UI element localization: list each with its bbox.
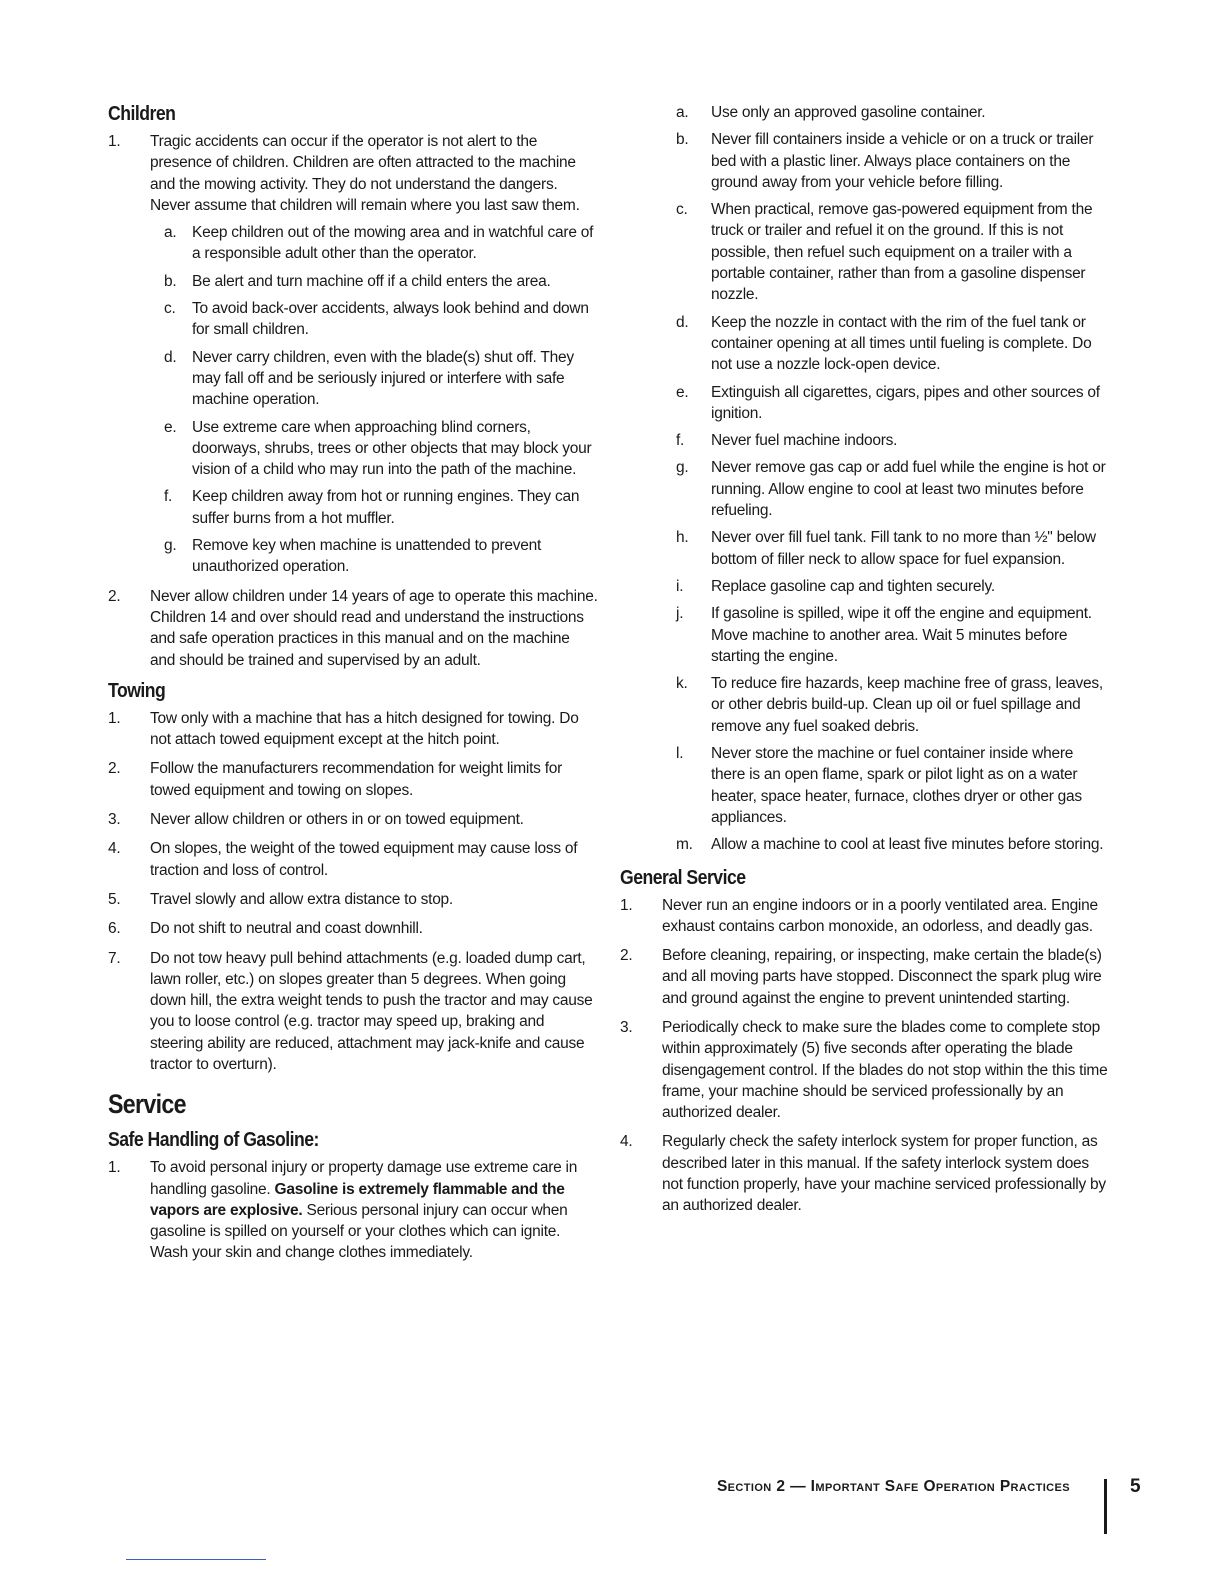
sub-item-letter: b. [164,272,177,290]
item-text: Travel slowly and allow extra distance to stop. [150,890,453,908]
sub-item-text: Never fuel machine indoors. [711,432,898,450]
sub-item-text: Never carry children, even with the blade(s) shut off. They may fall off and be seriously injured or interfere with safe machine operation. [192,348,574,409]
list-item [108,758,598,801]
sub-item-text: Be alert and turn machine off if a child enters the area. [192,272,551,290]
warning-text-bold: Gasoline is extremely flammable and the vapors are explosive. [150,1180,565,1219]
children-sub-list [150,222,598,577]
list-item [620,1131,1110,1216]
sub-list-item [640,743,1110,828]
list-item [108,708,598,751]
item-number: 3. [620,1018,633,1036]
sub-list-item [640,457,1110,521]
gasoline-list [108,1157,598,1263]
sub-item-letter: b. [676,131,689,149]
sub-item-letter: i. [676,577,684,595]
item-text: Tow only with a machine that has a hitch designed for towing. Do not attach towed equipment except at the hitch point. [150,709,579,749]
page-footer [0,1478,1224,1518]
list-item [108,918,598,939]
sub-item-letter: k. [676,675,688,693]
towing-heading: Towing [108,678,166,702]
item-number: 4. [108,840,121,858]
sub-item-letter: h. [676,529,689,547]
sub-item-letter: d. [676,313,689,331]
section-label: Section 2 — Important Safe Operation Practices [716,1478,1070,1495]
item-text: Never allow children or others in or on towed equipment. [150,811,524,829]
item-text: On slopes, the weight of the towed equipment may cause loss of traction and loss of control. [150,840,578,879]
item-text: Do not shift to neutral and coast downhill. [150,920,423,938]
children-list [108,131,598,671]
sub-item-letter: l. [676,745,684,763]
left-column [108,102,598,1272]
sub-item-text: Remove key when machine is unattended to prevent unauthorized operation. [192,537,542,576]
item-text: Periodically check to make sure the blades come to complete stop within approximately (5) five seconds after operating the blade disengagement control. If the blades do not stop within the this time frame, your machine should be serviced professionally by an authorized dealer. [662,1018,1108,1122]
sub-item-letter: a. [164,224,177,242]
item-number: 1. [620,896,633,914]
sub-item-letter: c. [164,300,176,318]
sub-item-text: Extinguish all cigarettes, cigars, pipes and other sources of ignition. [711,383,1100,422]
list-item [108,809,598,830]
list-item [620,1017,1110,1123]
sub-item-letter: f. [164,488,173,506]
sub-item-letter: f. [676,432,685,450]
sub-list-item [640,673,1110,737]
page-number: 5 [1130,1476,1141,1497]
item-text: Never run an engine indoors or in a poorly ventilated area. Engine exhaust contains carbon monoxide, an odorless, and deadly gas. [662,896,1098,935]
sub-list-item [640,312,1110,376]
sub-item-text: Use extreme care when approaching blind corners, doorways, shrubs, trees or other objects that may block your vision of a child who may run into the path of the machine. [192,418,592,479]
item-number: 7. [108,949,121,967]
list-item [620,895,1110,938]
sub-item-text: Never over fill fuel tank. Fill tank to no more than ½" below bottom of filler neck to allow space for fuel expansion. [711,529,1096,568]
sub-list-item [150,271,598,292]
item-number: 1. [108,709,121,727]
list-item [108,586,598,671]
sub-item-letter: e. [164,418,177,436]
sub-list-item [640,527,1110,570]
sub-list-item [640,430,1110,451]
sub-item-text: Allow a machine to cool at least five minutes before storing. [711,836,1104,854]
sub-item-letter: g. [164,537,177,555]
sub-item-letter: m. [676,836,693,854]
sub-item-text: Never remove gas cap or add fuel while the engine is hot or running. Allow engine to cool at least two minutes before refueling. [711,459,1106,520]
item-number: 3. [108,811,121,829]
footer-divider [1104,1479,1107,1534]
children-heading: Children [108,102,176,125]
sub-list-item [150,486,598,529]
gasoline-heading: Safe Handling of Gasoline: [108,1128,319,1152]
item-number: 2. [620,947,633,965]
sub-item-text: Keep the nozzle in contact with the rim of the fuel tank or container opening at all times until fueling is complete. Do not use a nozzle lock-open device. [711,313,1092,374]
list-item [108,838,598,881]
sub-list-item [150,298,598,341]
item-number: 2. [108,760,121,778]
gasoline-sub-list [640,102,1110,856]
warning-text-before: To avoid personal injury or property damage use extreme care in handling gasoline. [150,1159,578,1198]
sub-item-text: If gasoline is spilled, wipe it off the engine and equipment. Move machine to another area. Wait 5 minutes before starting the engine. [711,605,1092,665]
item-number: 4. [620,1133,633,1151]
sub-list-item [640,603,1110,667]
warning-text-after: Serious personal injury can occur when gasoline is spilled on yourself or your clothes which can ignite. Wash your skin and change clothes immediately. [150,1201,568,1262]
sub-list-item [640,199,1110,305]
item-text [150,1157,598,1263]
item-number: 1. [108,133,121,150]
item-number: 2. [108,587,121,605]
list-item [108,948,598,1076]
list-item [108,131,598,578]
item-text: Tragic accidents can occur if the operator is not alert to the presence of children. Children are often attracted to the machine and the mowing activity. They do not understand the dangers. Never assume that children will remain where you last saw them. [150,133,580,214]
item-text: Before cleaning, repairing, or inspecting, make certain the blade(s) and all moving parts have stopped. Disconnect the spark plug wire and ground against the engine to prevent unintended starting. [662,947,1102,1007]
sub-item-text: To avoid back-over accidents, always look behind and down for small children. [192,300,589,339]
sub-item-text: Keep children away from hot or running engines. They can suffer burns from a hot muffler. [192,488,580,527]
service-heading: Service [108,1089,186,1120]
sub-list-item [150,417,598,481]
right-column-gasoline-subs [620,102,1110,1225]
sub-item-text: To reduce fire hazards, keep machine free of grass, leaves, or other debris build-up. Clean up oil or fuel spillage and remove any fuel soaked debris. [711,675,1103,735]
sub-list-item [640,576,1110,597]
sub-item-text: Never fill containers inside a vehicle or on a truck or trailer bed with a plastic liner. Always place containers on the ground away from your vehicle before filling. [711,131,1094,191]
item-text: Follow the manufacturers recommendation for weight limits for towed equipment and towing on slopes. [150,760,563,799]
sub-item-text: When practical, remove gas-powered equipment from the truck or trailer and refuel it on the ground. If this is not possible, then refuel such equipment on a trailer with a portable container, rather than from a gasoline dispenser nozzle. [711,201,1093,304]
general-service-list [620,895,1110,1217]
item-text: Never allow children under 14 years of age to operate this machine. Children 14 and over should read and understand the instructions and safe operation practices in this manual and on the machine and should be trained and supervised by an adult. [150,587,598,669]
sub-list-item [640,834,1110,855]
sub-item-letter: e. [676,383,689,401]
list-item [108,1157,598,1263]
sub-item-letter: j. [676,605,684,623]
list-item [620,945,1110,1009]
item-number: 6. [108,920,121,938]
list-item [108,889,598,910]
sub-list-item [640,129,1110,193]
towing-list [108,708,598,1075]
sub-item-text: Never store the machine or fuel container inside where there is an open flame, spark or pilot light as on a water heater, space heater, furnace, clothes dryer or other gas appliances. [711,745,1082,826]
sub-item-letter: c. [676,201,688,219]
item-text: Do not tow heavy pull behind attachments (e.g. loaded dump cart, lawn roller, etc.) on slopes greater than 5 degrees. When going down hill, the extra weight tends to push the tractor and may cause you to loose control (e.g. tractor may speed up, braking and steering ability are reduced, attachment may jack-knife and cause tractor to overturn). [150,949,593,1073]
sub-list-item [640,382,1110,425]
sub-list-item [150,535,598,578]
general-service-heading: General Service [620,865,746,889]
item-number: 1. [108,1159,121,1177]
item-text: Regularly check the safety interlock system for proper function, as described later in this manual. If the safety interlock system does not function properly, have your machine serviced professionally by an authorized dealer. [662,1133,1106,1215]
sub-item-text: Keep children out of the mowing area and in watchful care of a responsible adult other than the operator. [192,224,594,263]
sub-item-letter: g. [676,459,689,477]
bottom-rule [126,1559,266,1560]
sub-item-text: Replace gasoline cap and tighten securely. [711,577,995,595]
sub-list-item [640,102,1110,123]
sub-item-text: Use only an approved gasoline container. [711,104,986,121]
item-number: 5. [108,890,121,908]
sub-item-letter: a. [676,104,689,121]
sub-item-letter: d. [164,348,177,366]
sub-list-item [150,347,598,411]
sub-list-item [150,222,598,265]
